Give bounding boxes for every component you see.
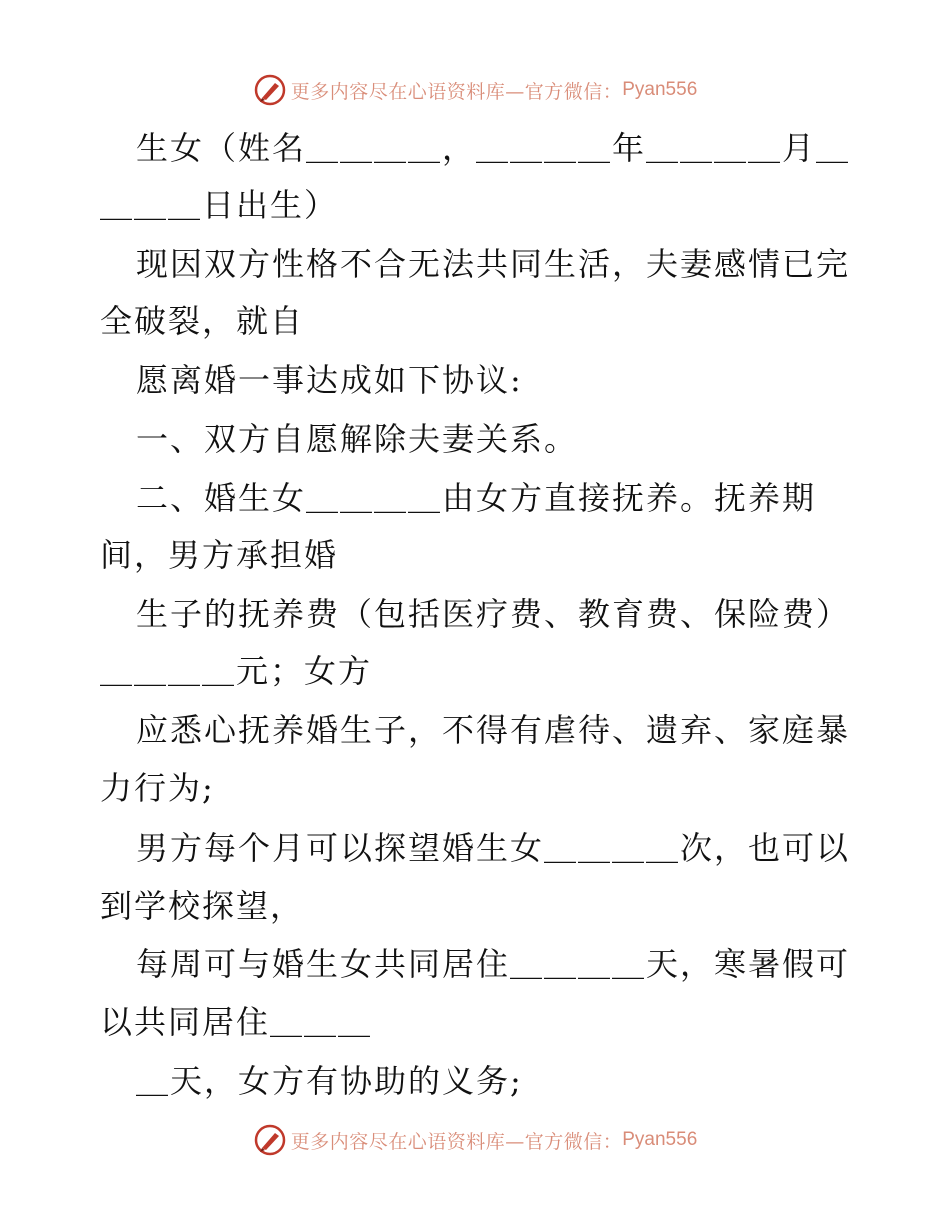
watermark-wechat-id: Pyan556 xyxy=(622,79,698,100)
text-line: 力行为; xyxy=(100,769,215,807)
text-line: 男方每个月可以探望婚生女＿＿＿＿次，也可以 xyxy=(136,829,851,867)
text-line: 应悉心抚养婚生子，不得有虐待、遗弃、家庭暴 xyxy=(136,711,851,749)
text-line: 到学校探望， xyxy=(100,887,305,925)
watermark-text: 更多内容尽在心语资料库—官方微信： xyxy=(290,1130,623,1153)
text-line: ＿天，女方有协助的义务; xyxy=(136,1062,523,1100)
text-line: 生子的抚养费（包括医疗费、教育费、保险费） xyxy=(136,595,851,633)
watermark-wechat-id: Pyan556 xyxy=(622,1129,698,1150)
text-line: 一、双方自愿解除夫妻关系。 xyxy=(136,420,579,458)
text-line: 现因双方性格不合无法共同生活，夫妻感情已完 xyxy=(136,245,851,283)
pen-logo-icon xyxy=(253,73,287,107)
watermark-text: 更多内容尽在心语资料库—官方微信： xyxy=(290,80,623,103)
text-line: ＿＿＿＿元；女方 xyxy=(100,652,373,690)
text-line: 以共同居住＿＿＿ xyxy=(100,1003,373,1041)
text-line: ＿＿＿日出生） xyxy=(100,186,339,224)
text-line: 全破裂，就自 xyxy=(100,302,305,340)
text-line: 间，男方承担婚 xyxy=(100,536,339,574)
watermark-header xyxy=(0,70,950,110)
text-line: 生女（姓名＿＿＿＿，＿＿＿＿年＿＿＿＿月＿ xyxy=(136,129,851,167)
text-line: 愿离婚一事达成如下协议: xyxy=(136,361,523,399)
text-line: 二、婚生女＿＿＿＿由女方直接抚养。抚养期 xyxy=(136,479,817,517)
text-line: 每周可与婚生女共同居住＿＿＿＿天，寒暑假可 xyxy=(136,945,851,983)
pen-logo-icon xyxy=(253,1123,287,1157)
watermark-footer xyxy=(0,1120,950,1160)
